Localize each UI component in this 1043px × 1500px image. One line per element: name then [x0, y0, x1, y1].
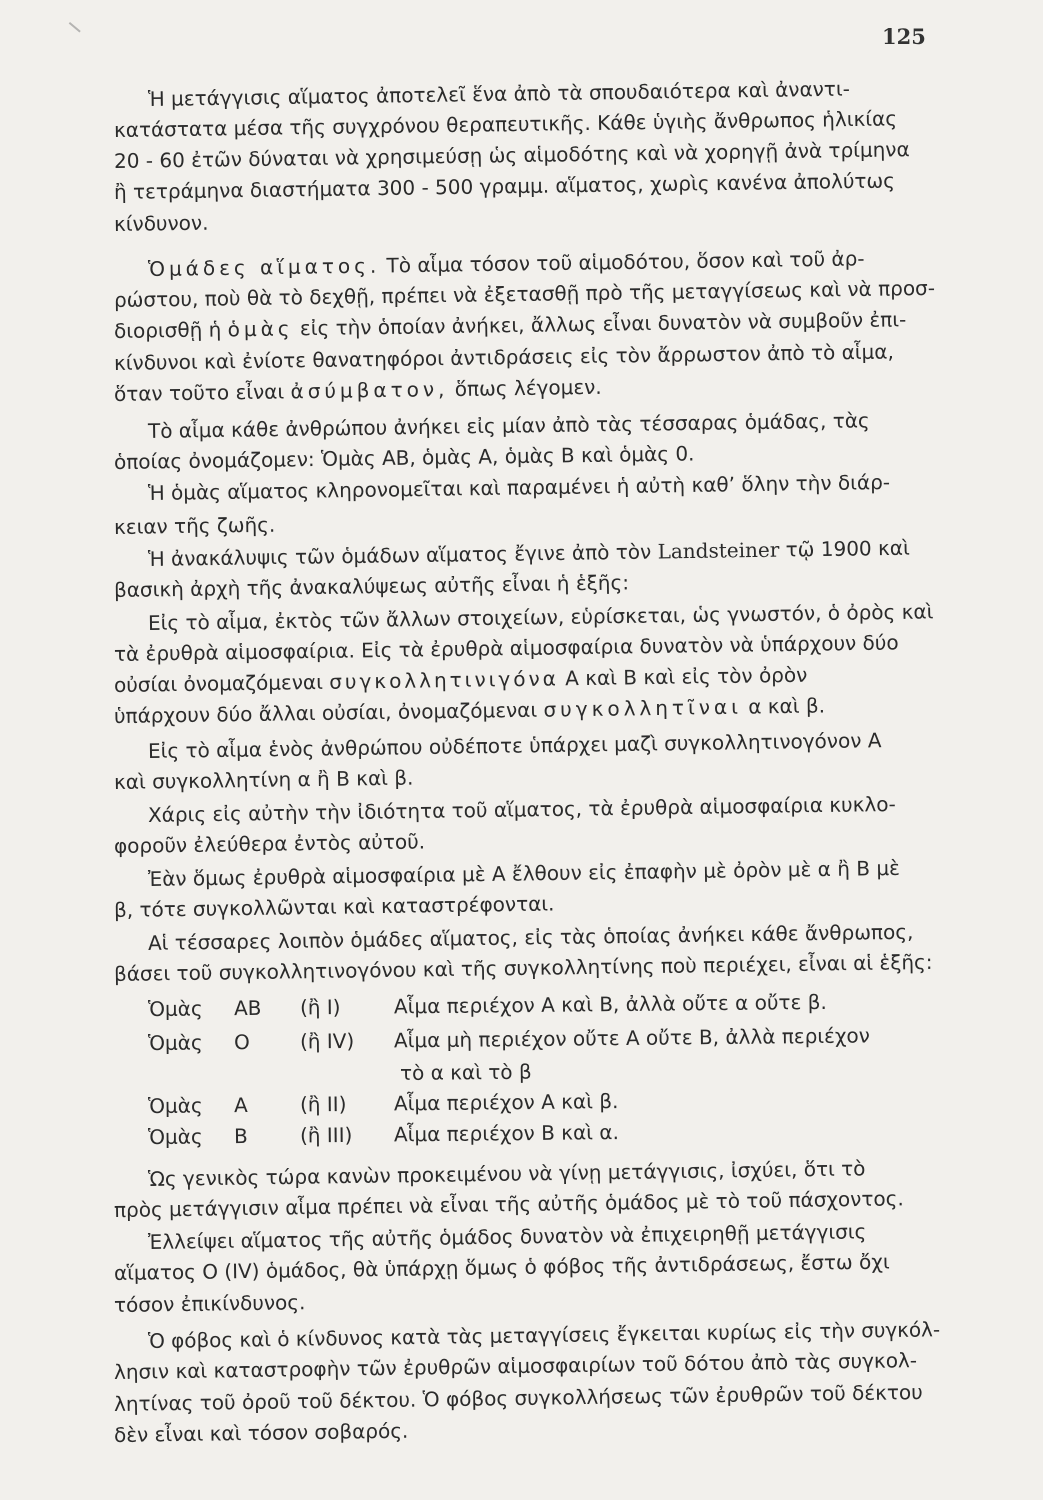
text-line: λητίνας τοῦ ὀροῦ τοῦ δέκτου. Ὁ φόβος συγκολλήσεως τῶν ἐρυθρῶν τοῦ δέκτου [113, 1380, 923, 1416]
text-span: οὐσίαι ὀνομαζόμεναι [113, 669, 324, 697]
text-line: β, τότε συγκολλῶνται καὶ καταστρέφονται. [113, 891, 555, 922]
text-line: Ἡ ὁμὰς αἵματος κληρονομεῖται καὶ παραμένει ἡ αὐτὴ καθ’ ὅλην τὴν διάρ- [147, 469, 891, 505]
group-name: ΑΒ [233, 995, 262, 1021]
text-span: Ἡ ἀνακάλυψις τῶν ὁμάδων αἵματος ἔγινε ἀπὸ τὸν [147, 539, 652, 571]
text-line: φοροῦν ἐλεύθερα ἐντὸς αὐτοῦ. [113, 829, 426, 858]
blood-group-row [148, 1022, 870, 1056]
text-line: Αἱ τέσσαρες λοιπὸν ὁμάδες αἵματος, εἰς τὰς ὁποίας ἀνήκει κάθε ἄνθρωπος, [147, 919, 914, 955]
text-line: Ἡ μετάγγισις αἵματος ἀποτελεῖ ἕνα ἀπὸ τὰ σπουδαιότερα καὶ ἀναντι- [147, 76, 851, 111]
text-line: αἵματος Ο (IV) ὁμάδος, θὰ ὑπάρχῃ ὅμως ὁ φόβος τῆς ἀντιδράσεως, ἔστω ὄχι [113, 1249, 890, 1285]
group-roman: (ἢ III) [299, 1122, 353, 1148]
text-line: κίνδυνον. [113, 210, 209, 236]
paper-mark [69, 22, 81, 33]
group-roman: (ἢ I) [299, 994, 341, 1020]
spaced-term: συγκολλητῖναι [543, 694, 743, 722]
text-line: Ἐλλείψει αἵματος τῆς αὐτῆς ὁμάδος δυνατὸν νὰ ἐπιχειρηθῇ μετάγγισις [147, 1219, 867, 1254]
group-name: Α [233, 1092, 248, 1118]
text-line: Εἰς τὸ αἷμα, ἐκτὸς τῶν ἄλλων στοιχείων, εὑρίσκεται, ὡς γνωστόν, ὁ ὀρὸς καὶ [147, 599, 934, 635]
text-line: βάσει τοῦ συγκολλητινογόνου καὶ τῆς συγκολλητίνης ποὺ περιέχει, εἶναι αἱ ἑξῆς: [113, 949, 933, 986]
text-line: ἢ τετράμηνα διαστήματα 300 - 500 γραμμ. αἵματος, χωρὶς κανένα ἀπολύτως [113, 168, 896, 204]
text-span: Τὸ αἷμα τόσον τοῦ αἱμοδότου, ὅσον καὶ τοῦ ἀρ- [386, 246, 865, 278]
blood-group-row [148, 1088, 619, 1119]
group-description: Αἷμα μὴ περιέχον οὔτε Α οὔτε Β, ἀλλὰ περιέχον [393, 1023, 871, 1053]
group-roman: (ἢ II) [299, 1091, 347, 1117]
text-line [114, 374, 602, 407]
text-span: ὑπάρχουν δύο ἄλλαι οὐσίαι, ὀνομαζόμεναι [113, 697, 538, 728]
text-line: κειαν τῆς ζωῆς. [113, 512, 276, 539]
group-label: Ὁμὰς [147, 1093, 203, 1118]
text-span: τῷ 1900 καὶ [785, 535, 910, 562]
text-line: Εἰς τὸ αἷμα ἑνὸς ἀνθρώπου οὐδέποτε ὑπάρχει μαζὶ συγκολλητινογόνον Α [147, 728, 882, 763]
text-line: λησιν καὶ καταστροφὴν τῶν ἐρυθρῶν αἱμοσφαιρίων τοῦ δότου ἀπὸ τὰς συγκολ- [113, 1348, 918, 1384]
text-line: τὰ ἐρυθρὰ αἱμοσφαίρια. Εἰς τὰ ἐρυθρὰ αἱμοσφαίρια δυνατὸν νὰ ὑπάρχουν δύο [113, 630, 899, 666]
text-line: ὁποίας ὀνομάζομεν: Ὁμὰς ΑΒ, ὁμὰς Α, ὁμὰς Β καὶ ὁμὰς 0. [113, 441, 695, 474]
group-roman: (ἢ IV) [299, 1028, 355, 1054]
group-description: Αἷμα περιέχον Β καὶ α. [393, 1120, 619, 1147]
text-line: Ὡς γενικὸς τώρα κανὼν προκειμένου νὰ γίνῃ μετάγγισις, ἰσχύει, ὅτι τὸ [147, 1156, 866, 1191]
blood-group-row [148, 989, 827, 1022]
page-number: 125 [882, 24, 926, 49]
text-span: α καὶ β. [748, 693, 826, 719]
text-line: Χάρις εἰς αὐτὴν τὴν ἰδιότητα τοῦ αἵματος, τὰ ἐρυθρὰ αἱμοσφαίρια κυκλο- [147, 791, 896, 827]
group-label: Ὁμὰς [147, 996, 203, 1021]
text-line: κίνδυνοι καὶ ἐνίοτε θανατηφόροι ἀντιδράσεις εἰς τὸν ἄρρωστον ἀπὸ τὸ αἷμα, [113, 339, 895, 375]
text-line: Ὁ φόβος καὶ ὁ κίνδυνος κατὰ τὰς μεταγγίσεις ἔγκειται κυρίως εἰς τὴν συγκόλ- [147, 1317, 941, 1353]
group-label: Ὁμὰς [147, 1030, 203, 1055]
text-line: 20 - 60 ἐτῶν δύναται νὰ χρησιμεύσῃ ὡς αἱμοδότης καὶ νὰ χορηγῇ ἀνὰ τρίμηνα [113, 137, 910, 173]
group-label: Ὁμὰς [147, 1124, 203, 1149]
text-span: Α καὶ Β καὶ εἰς τὸν ὀρὸν [565, 662, 808, 691]
text-line: τόσον ἐπικίνδυνος. [113, 1290, 306, 1317]
text-line [148, 535, 910, 572]
text-span: διορισθῇ ἡ [113, 317, 222, 343]
text-span: ὅταν τοῦτο εἶναι [113, 379, 285, 406]
text-span: ὅπως λέγομεν. [454, 374, 602, 401]
spaced-term: ὁμὰς [227, 316, 294, 342]
spaced-term: συγκολλητινιγόνα [329, 666, 560, 694]
text-line [114, 692, 825, 729]
group-description: Αἷμα περιέχον Α καὶ β. [393, 1089, 619, 1116]
text-line: δὲν εἶναι καὶ τόσον σοβαρός. [113, 1418, 409, 1447]
text-line [114, 306, 907, 344]
section-heading: Ὁμάδες αἵματος. [147, 253, 381, 281]
text-span: εἰς τὴν ὁποίαν ἀνήκει, ἄλλως εἶναι δυνατὸν νὰ συμβοῦν ἐπι- [299, 307, 907, 341]
group-description: Αἷμα περιέχον Α καὶ Β, ἀλλὰ οὔτε α οὔτε β. [393, 989, 827, 1019]
person-name: Landsteiner [657, 537, 780, 564]
blood-group-row [148, 1119, 619, 1150]
group-description-continued: τὸ α καὶ τὸ β [399, 1059, 532, 1085]
text-line: κατάστατα μέσα τῆς συγχρόνου θεραπευτικῆς. Κάθε ὑγιὴς ἄνθρωπος ἡλικίας [113, 106, 898, 142]
text-line: Ἐὰν ὅμως ἐρυθρὰ αἱμοσφαίρια μὲ Α ἔλθουν εἰς ἐπαφὴν μὲ ὀρὸν μὲ α ἢ Β μὲ [147, 855, 901, 891]
text-line [114, 662, 808, 698]
text-line: καὶ συγκολλητίνη α ἢ Β καὶ β. [113, 765, 414, 794]
text-line: πρὸς μετάγγισιν αἷμα πρέπει νὰ εἶναι τῆς αὐτῆς ὁμάδος μὲ τὸ τοῦ πάσχοντος. [113, 1186, 904, 1222]
group-name: Β [233, 1123, 248, 1149]
group-name: Ο [233, 1029, 250, 1055]
text-line: Τὸ αἷμα κάθε ἀνθρώπου ἀνήκει εἰς μίαν ἀπὸ τὰς τέσσαρας ὁμάδας, τὰς [147, 408, 870, 443]
spaced-term: ἀσύμβατον, [290, 377, 449, 404]
text-line: ρώστου, ποὺ θὰ τὸ δεχθῇ, πρέπει νὰ ἐξετασθῇ πρὸ τῆς μεταγγίσεως καὶ νὰ προσ- [113, 275, 936, 312]
text-line: βασικὴ ἀρχὴ τῆς ἀνακαλύψεως αὐτῆς εἶναι ἡ ἑξῆς: [113, 570, 630, 602]
